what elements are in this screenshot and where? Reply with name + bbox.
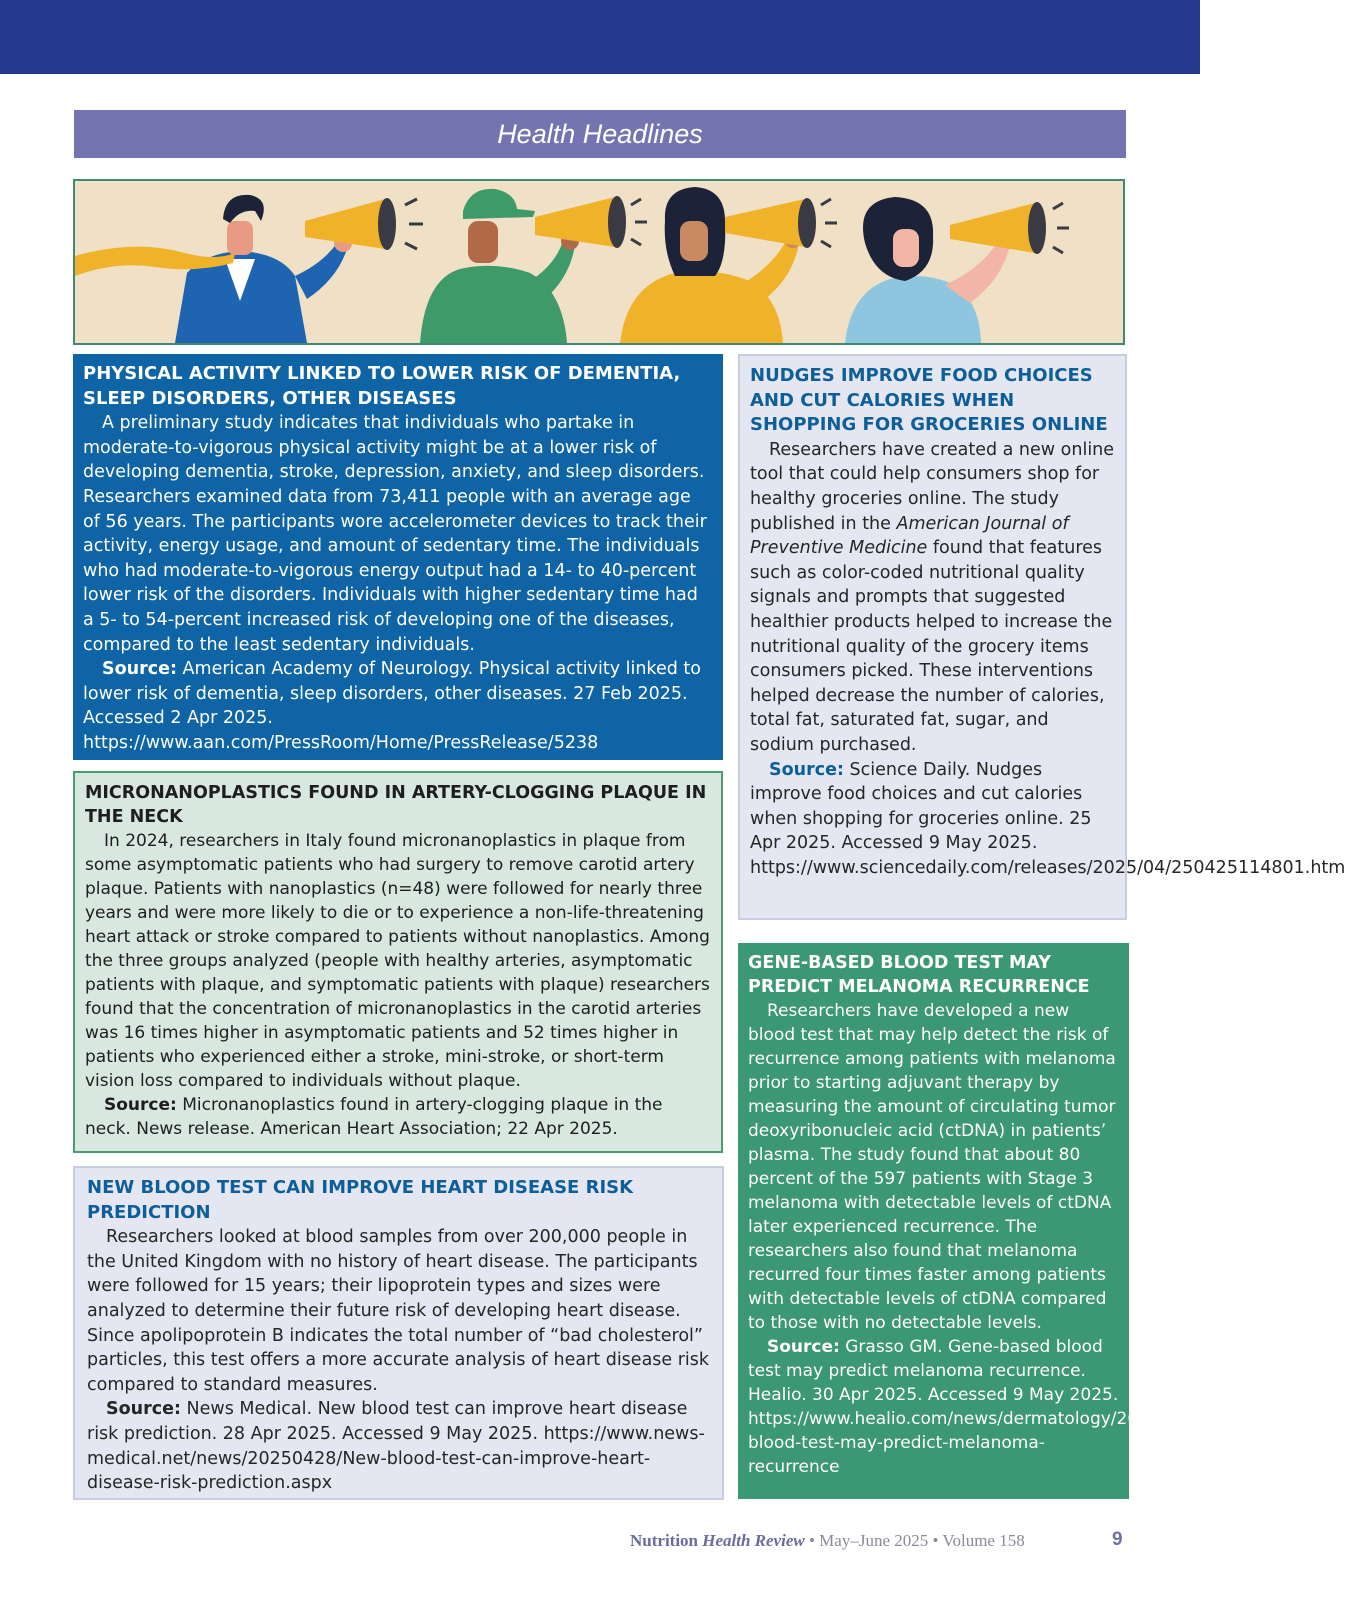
source-citation: Micronanoplastics found in artery-clogging plaque in the neck. News release. American Heart Association; 22 Apr 2025. [85,1095,663,1139]
article-source [87,1397,712,1495]
source-citation: American Academy of Neurology. Physical activity linked to lower risk of dementia, sleep disorders, other diseases. 27 Feb 2025. Accessed 2 Apr 2025. https://www.aan.com/PressRoom/Home/PressRelease/5238 [83,659,701,753]
body-text-before: Researchers have created a new online tool that could help consumers shop for healthy groceries online. The study published in the [750,439,1115,534]
source-citation: News Medical. New blood test can improve heart disease risk prediction. 28 Apr 2025. Accessed 9 May 2025. https://www.news-medical.net/news/20250428/New-blood-test-can-improve-heart-disease-risk-prediction.aspx [87,1399,705,1494]
article-title: NUDGES IMPROVE FOOD CHOICES AND CUT CALORIES WHEN SHOPPING FOR GROCERIES ONLINE [750,365,1108,436]
article-body: In 2024, researchers in Italy found micronanoplastics in plaque from some asymptomatic patients who had surgery to remove carotid artery plaque. Patients with nanoplastics (n=48) were followed for nearly three years and were more likely to die or to experience a non-life-threatening heart attack or stroke compared to patients without nanoplastics. Among the three groups analyzed (people with healthy arteries, asymptomatic patients with plaque, and symptomatic patients with plaque) researchers found that the concentration of micronanoplastics in the carotid arteries was 16 times higher in asymptomatic patients and 52 times higher in patients who experienced either a stroke, mini-stroke, or short-term vision loss compared to individuals without plaque. [85,831,710,1091]
source-label: Source: [106,1399,181,1420]
article-melanoma-blood-test [738,943,1309,1499]
publication-name-part2: Health Review [702,1531,805,1550]
article-source [83,657,713,755]
issue-info: • May–June 2025 • Volume 158 [808,1531,1025,1550]
section-title: Health Headlines [497,118,703,149]
source-label: Source: [104,1095,177,1115]
article-title: PHYSICAL ACTIVITY LINKED TO LOWER RISK OF DEMENTIA, SLEEP DISORDERS, OTHER DISEASES [83,363,681,409]
article-body: Researchers looked at blood samples from over 200,000 people in the United Kingdom with no history of heart disease. The participants were followed for 15 years; their lipoprotein types and sizes were analyzed to determine their future risk of developing heart disease. Since apolipoprotein B indicates the total number of “bad cholesterol” particles, this test offers a more accurate analysis of heart disease risk compared to standard measures. [87,1227,710,1395]
section-title-banner [74,110,1126,158]
top-color-bar [0,0,1200,74]
source-label: Source: [769,759,844,780]
article-body: Researchers have developed a new blood test that may help detect the risk of recurrence among patients with melanoma prior to starting adjuvant therapy by measuring the amount of circulating tumor deoxyribonucleic acid (ctDNA) in patients’ plasma. The study found that about 80 percent of the 597 patients with Stage 3 melanoma with detectable levels of ctDNA later experienced recurrence. The researchers also found that melanoma recurred four times faster among patients with detectable levels of ctDNA compared to those with no detectable levels. [748,1001,1116,1333]
article-title: GENE-BASED BLOOD TEST MAY PREDICT MELANOMA RECURRENCE [748,953,1090,997]
page-footer [630,1531,1060,1555]
megaphone-illustration [73,179,1125,345]
article-title: MICRONANOPLASTICS FOUND IN ARTERY-CLOGGING PLAQUE IN THE NECK [85,783,707,827]
article-nudges-food-choices [738,354,1345,920]
article-micronanoplastics-plaque [73,771,723,1153]
article-body [750,438,1115,758]
article-title: NEW BLOOD TEST CAN IMPROVE HEART DISEASE RISK PREDICTION [87,1177,634,1223]
article-heart-disease-blood-test [73,1166,724,1500]
article-physical-activity-dementia [73,354,723,760]
journal-name: American Journal of Preventive Medicine [750,513,1069,559]
article-source [85,1093,711,1141]
page-number: 9 [1112,1529,1123,1550]
article-body: A preliminary study indicates that individuals who partake in moderate-to-vigorous physical activity might be at a lower risk of developing dementia, stroke, depression, anxiety, and sleep disorders. Researchers examined data from 73,411 people with an average age of 56 years. The participants wore accelerometer devices to track their activity, energy usage, and amount of sedentary time. The individuals who had moderate-to-vigorous energy output had a 14- to 40-percent lower risk of the disorders. Individuals with higher sedentary time had a 5- to 54-percent increased risk of developing one of the diseases, compared to the least sedentary individuals. [83,413,707,655]
publication-name-part1: Nutrition [630,1531,698,1550]
article-source [750,758,1345,881]
source-label: Source: [767,1337,840,1357]
source-label: Source: [102,659,177,680]
source-citation: Grasso GM. Gene-based blood test may predict melanoma recurrence. Healio. 30 Apr 2025. Accessed 9 May 2025. https://www.healio.com/news/dermatology/20250429/genebased-blood-test-may-predict-melanoma-recurrence [748,1337,1309,1477]
source-citation: Science Daily. Nudges improve food choices and cut calories when shopping for groceries online. 25 Apr 2025. Accessed 9 May 2025. https://www.sciencedaily.com/releases/2025/04/250425114801.htm [750,759,1345,878]
article-source [748,1335,1309,1479]
body-text-after: found that features such as color-coded nutritional quality signals and prompts that suggested healthier products helped to increase the nutritional quality of the grocery items consumers picked. These interventions helped decrease the number of calories, total fat, saturated fat, sugar, and sodium purchased. [750,538,1113,755]
